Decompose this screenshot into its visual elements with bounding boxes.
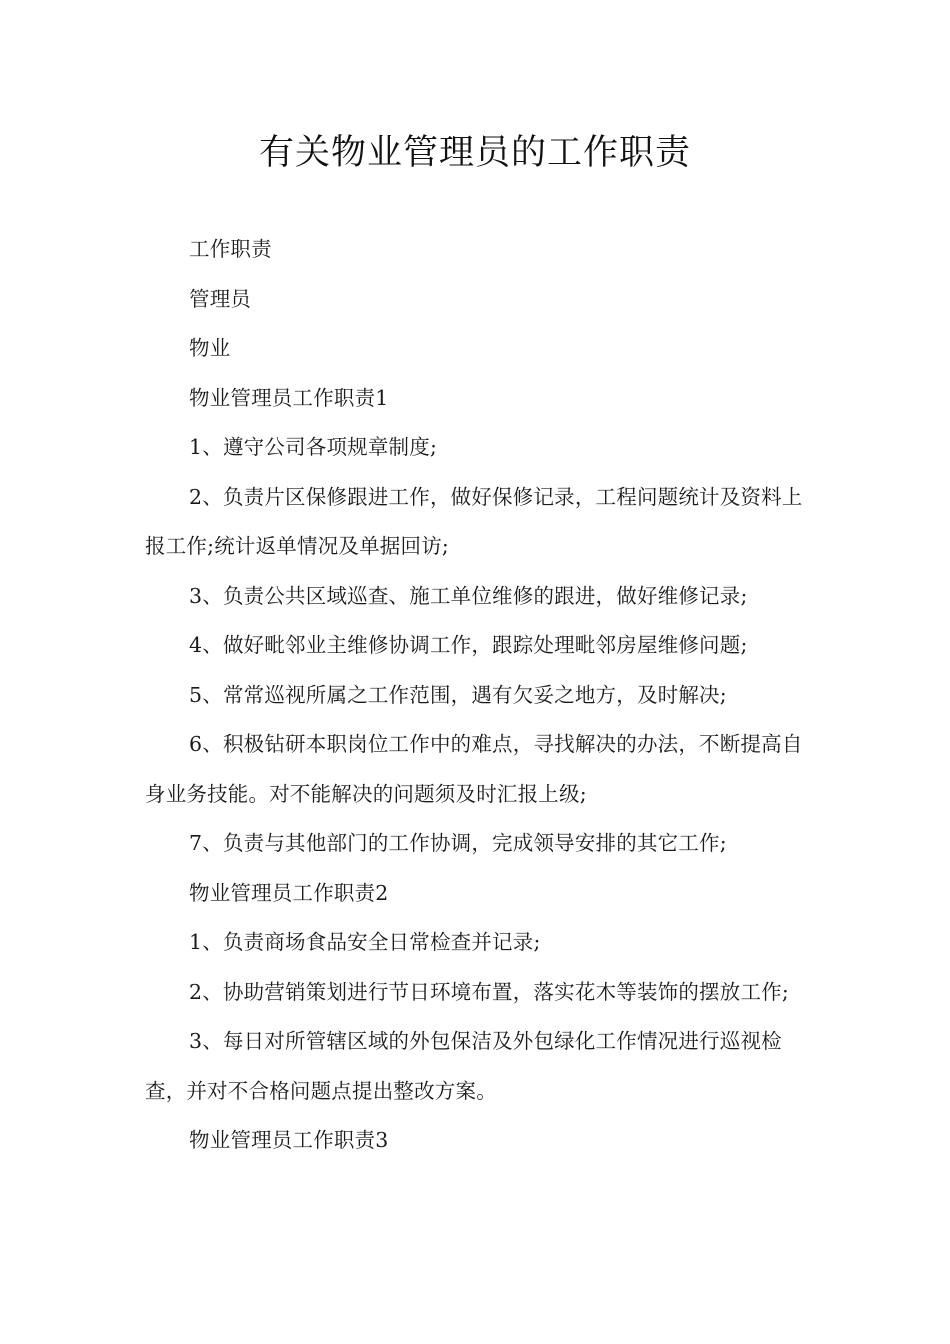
paragraph-item: 4、做好毗邻业主维修协调工作，跟踪处理毗邻房屋维修问题; — [189, 633, 748, 657]
paragraph-item: 5、常常巡视所属之工作范围，遇有欠妥之地方，及时解决; — [189, 682, 727, 707]
paragraph-item: 3、每日对所管辖区域的外包保洁及外包绿化工作情况进行巡视检查，并对不合格问题点提出整改方案。 — [145, 1029, 782, 1103]
paragraph-item: 6、积极钻研本职岗位工作中的难点，寻找解决的办法，不断提高自身业务技能。对不能解决的问题须及时汇报上级; — [145, 732, 803, 806]
document-body — [145, 225, 810, 1166]
paragraph-item: 1、遵守公司各项规章制度; — [189, 435, 438, 459]
section-heading-2: 物业管理员工作职责2 — [189, 880, 389, 905]
paragraph-keyword-2: 管理员 — [189, 286, 252, 311]
section-heading-3: 物业管理员工作职责3 — [189, 1128, 389, 1152]
paragraph-item: 2、协助营销策划进行节日环境布置，落实花木等装饰的摆放工作; — [189, 979, 789, 1004]
paragraph-keyword-1: 工作职责 — [189, 237, 272, 261]
paragraph-keyword-3: 物业 — [189, 336, 231, 360]
document-title: 有关物业管理员的工作职责 — [258, 133, 691, 173]
paragraph-item: 2、负责片区保修跟进工作，做好保修记录，工程问题统计及资料上报工作;统计返单情况及单据回访; — [145, 484, 803, 558]
paragraph-item: 3、负责公共区域巡查、施工单位维修的跟进，做好维修记录; — [189, 583, 748, 608]
paragraph-item: 7、负责与其他部门的工作协调，完成领导安排的其它工作; — [189, 831, 727, 855]
section-heading-1: 物业管理员工作职责1 — [189, 385, 389, 410]
paragraph-item: 1、负责商场食品安全日常检查并记录; — [189, 930, 541, 954]
